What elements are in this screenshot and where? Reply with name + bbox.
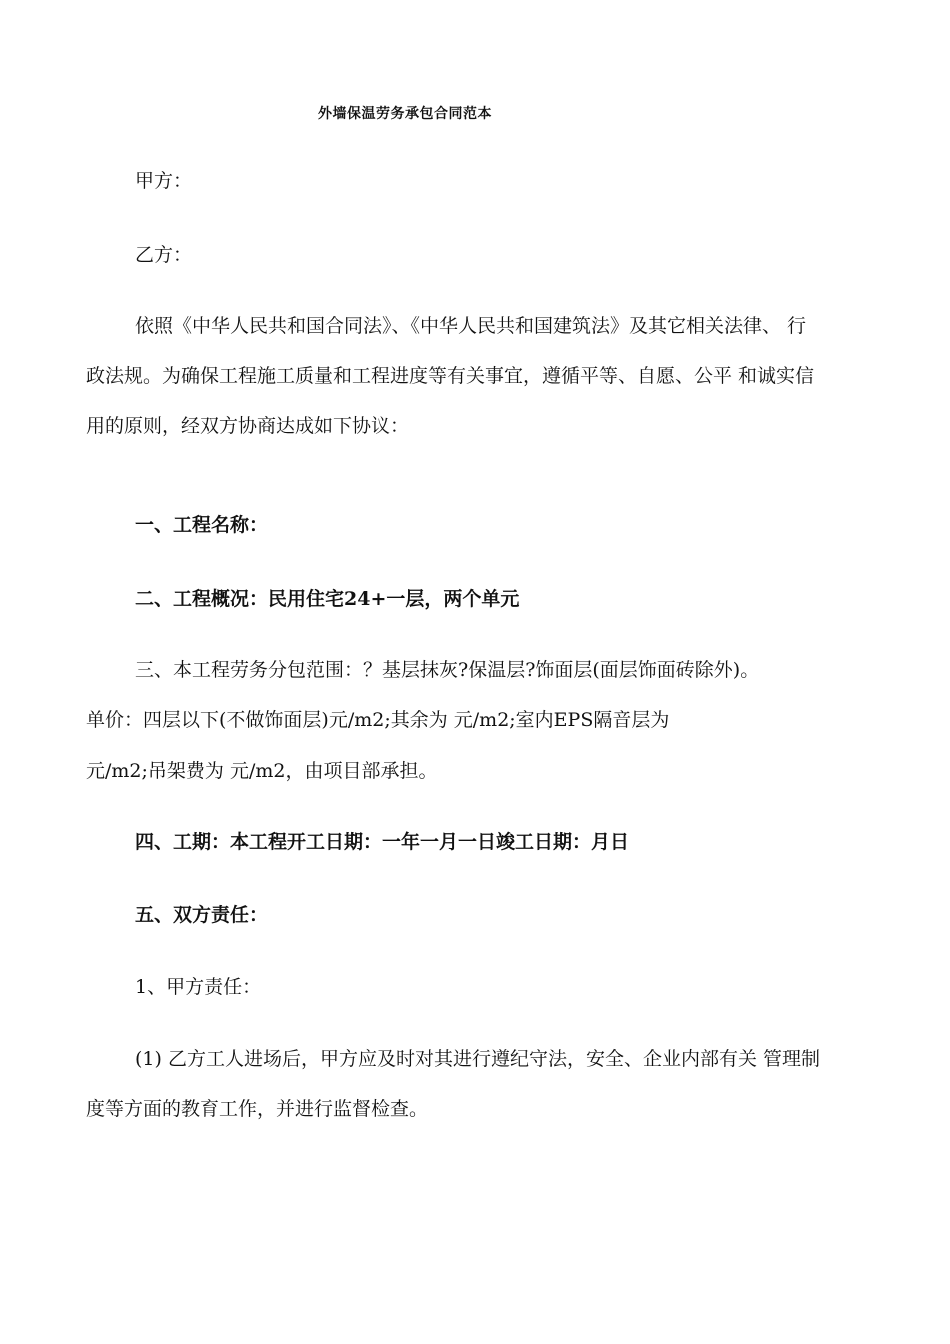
section-1-heading: 一、工程名称： (135, 514, 269, 536)
party-b-label: 乙方： (135, 244, 193, 266)
party-a-label: 甲方： (135, 170, 193, 192)
subsection-1-heading: 1、甲方责任： (135, 976, 262, 998)
section-3-line-1: 三、本工程劳务分包范围：？基层抹灰?保温层?饰面层(面层饰面砖除外)。 (135, 659, 760, 681)
preamble-line-2: 政法规。为确保工程施工质量和工程进度等有关事宜，遵循平等、自愿、公平 和诚实信 (86, 365, 815, 387)
section-3-line-2: 单价：四层以下(不做饰面层)元/m2;其余为 元/m2;室内EPS隔音层为 (86, 709, 670, 731)
section-4-heading: 四、工期：本工程开工日期：一年一月一日竣工日期：月日 (135, 831, 630, 853)
document-title: 外墙保温劳务承包合同范本 (318, 106, 492, 122)
section-3-line-3: 元/m2;吊架费为 元/m2，由项目部承担。 (86, 760, 438, 782)
item-1-line-1: (1) 乙方工人进场后，甲方应及时对其进行遵纪守法，安全、企业内部有关 管理制 (135, 1048, 820, 1070)
section-5-heading: 五、双方责任： (135, 904, 269, 926)
item-1-line-2: 度等方面的教育工作，并进行监督检查。 (86, 1098, 429, 1120)
preamble-line-1: 依照《中华人民共和国合同法》、《中华人民共和国建筑法》及其它相关法律、 行 (135, 315, 807, 337)
section-2-heading: 二、工程概况：民用住宅24+一层，两个单元 (135, 588, 520, 610)
preamble-line-3: 用的原则，经双方协商达成如下协议： (86, 415, 410, 437)
